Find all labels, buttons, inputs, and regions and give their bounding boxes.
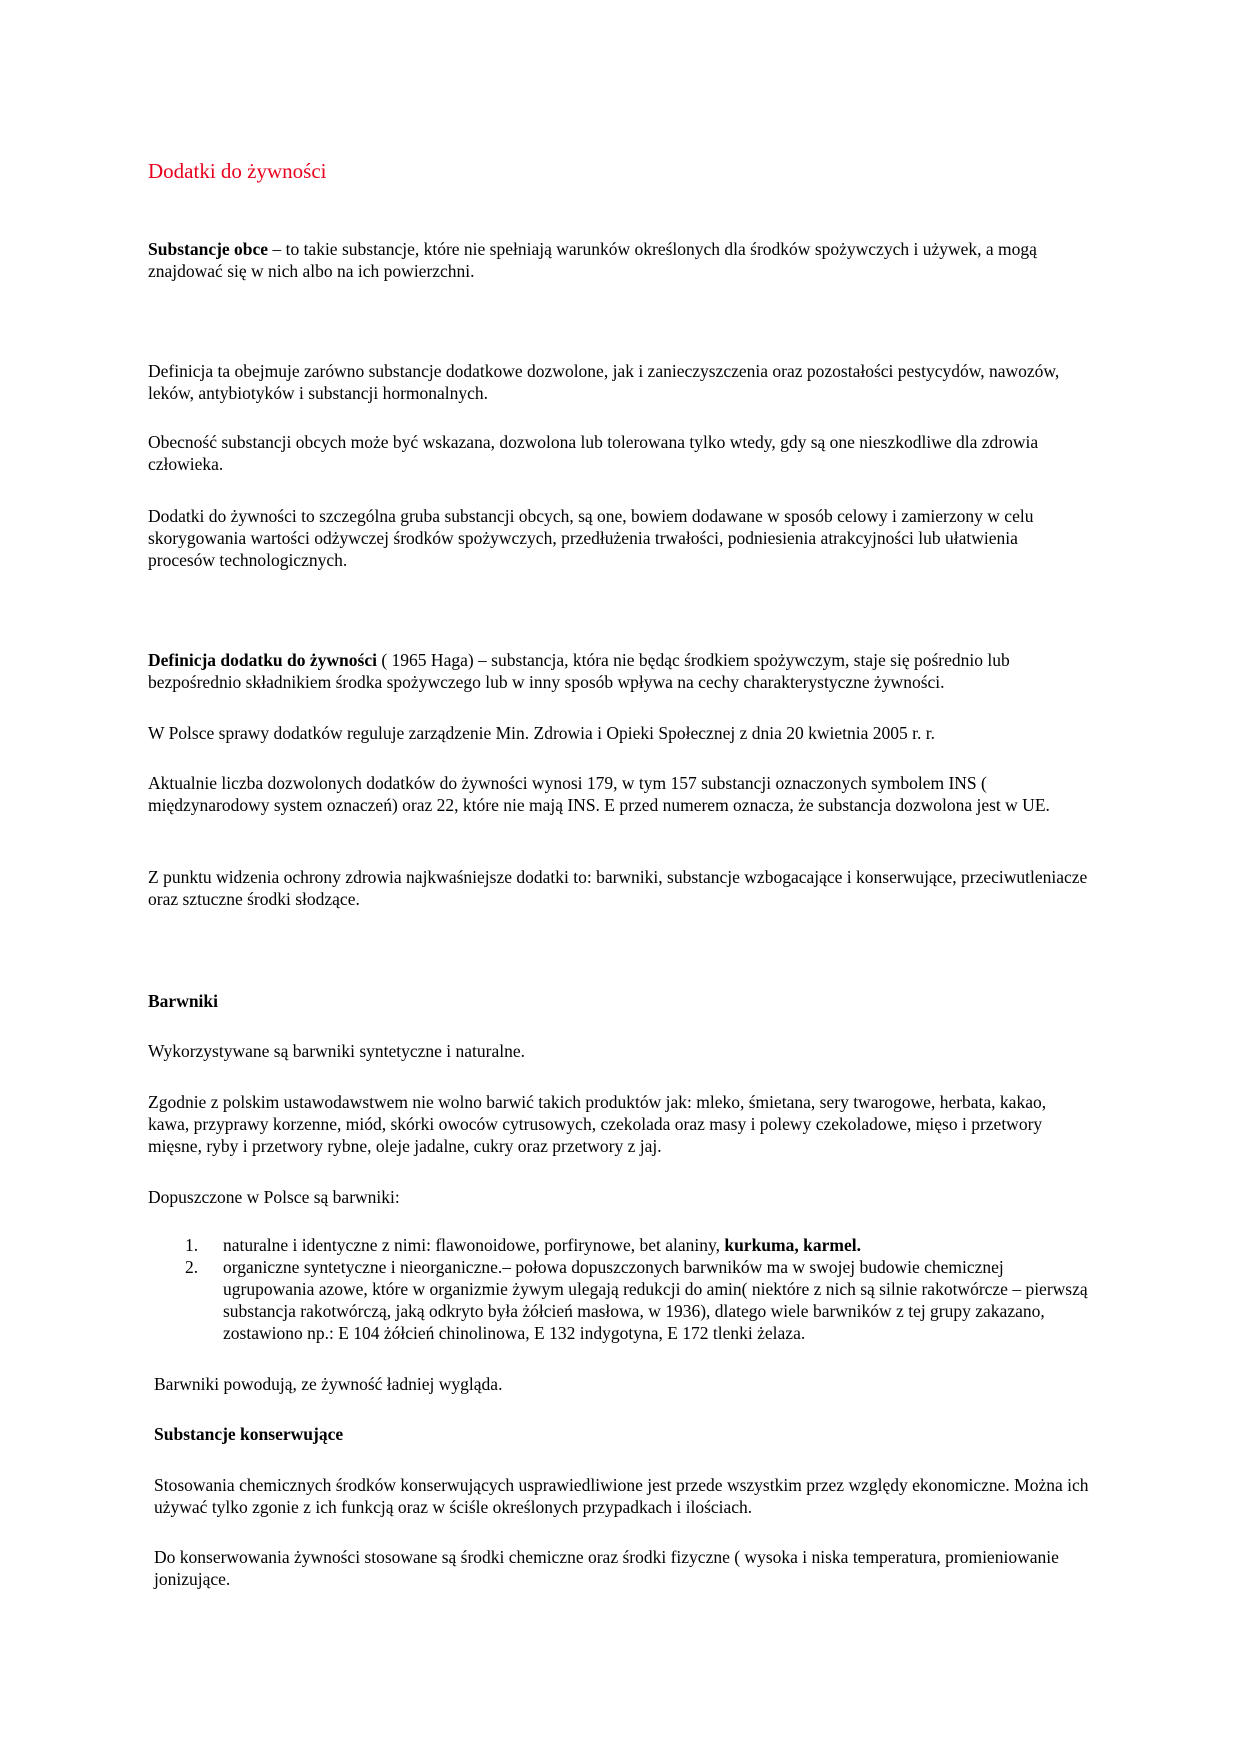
term-definicja-dodatku: Definicja dodatku do żywności [148,650,377,670]
barwniki-list [148,1234,1090,1344]
list-item-number: 1. [185,1235,199,1255]
list-item [148,1234,1090,1256]
paragraph-zgodnie: Zgodnie z polskim ustawodawstwem nie wolno barwić takich produktów jak: mleko, śmietana, sery twarogowe, herbata, kakao, kawa, przyprawy korzenne, miód, skórki owoców cytrusowych, czekolada oraz masy i polewy czekoladowe, mięso i przetwory mięsne, ryby i przetwory rybne, oleje jadalne, cukry oraz przetwory z jaj. [148,1092,1047,1156]
paragraph-definicja-dodatku [148,649,1088,693]
paragraph-do-konserwowania: Do konserwowania żywności stosowane są środki chemiczne oraz środki fizyczne ( wysoka i niska temperatura, promieniowanie jonizujące. [154,1547,1059,1589]
paragraph-wykorzystywane: Wykorzystywane są barwniki syntetyczne i naturalne. [148,1041,526,1061]
list-item-text: naturalne i identyczne z nimi: flawonoidowe, porfirynowe, bet alaniny, [223,1235,725,1255]
paragraph-w-polsce: W Polsce sprawy dodatków reguluje zarządzenie Min. Zdrowia i Opieki Społecznej z dnia 20 kwietnia 2005 r. r. [148,723,935,743]
paragraph-barwniki-powoduja: Barwniki powodują, ze żywność ładniej wygląda. [154,1374,503,1394]
list-item-number: 2. [185,1257,199,1277]
document-title: Dodatki do żywności [148,159,327,183]
term-substancje-obce: Substancje obce [148,239,269,259]
list-item-bold: kurkuma, karmel. [724,1235,861,1255]
paragraph-stosowania: Stosowania chemicznych środków konserwujących usprawiedliwione jest przede wszystkim przez względy ekonomiczne. Można ich używać tylko zgonie z ich funkcją oraz w ściśle określonych przypadkach i ilościach. [154,1475,1089,1517]
paragraph-text: – to takie substancje, które nie spełniają warunków określonych dla środków spożywczych i używek, a mogą znajdować się w nich albo na ich powierzchni. [148,239,1037,281]
list-item [148,1256,1090,1344]
paragraph-dopuszczone: Dopuszczone w Polsce są barwniki: [148,1187,400,1207]
paragraph-z-punktu: Z punktu widzenia ochrony zdrowia najkwaśniejsze dodatki to: barwniki, substancje wzbogacające i konserwujące, przeciwutleniacze oraz sztuczne środki słodzące. [148,867,1088,909]
paragraph-aktualnie: Aktualnie liczba dozwolonych dodatków do żywności wynosi 179, w tym 157 substancji oznaczonych symbolem INS ( międzynarodowy system oznaczeń) oraz 22, które nie mają INS. E przed numerem oznacza, że substancja dozwolona jest w UE. [148,773,1050,815]
list-item-text: organiczne syntetyczne i nieorganiczne.– połowa dopuszczonych barwników ma w swojej budowie chemicznej ugrupowania azowe, które w organizmie żywym ulegają redukcji do amin( niektóre z nich są silnie rakotwórcze – pierwszą substancja rakotwórczą, jaką odkryto była żółcień masłowa, w 1936), dlatego wiele barwników z tej grupy zakazano, zostawiono np.: E 104 żółcień chinolinowa, E 132 indygotyna, E 172 tlenki żelaza. [223,1257,1088,1343]
paragraph-definicja: Definicja ta obejmuje zarówno substancje dodatkowe dozwolone, jak i zanieczyszczenia oraz pozostałości pestycydów, nawozów, leków, antybiotyków i substancji hormonalnych. [148,361,1060,403]
paragraph-substancje-obce [148,238,1088,282]
heading-substancje-konserwujace: Substancje konserwujące [154,1424,344,1444]
paragraph-text: ( 1965 Haga) – substancja, która nie będąc środkiem spożywczym, staje się pośrednio lub bezpośrednio składnikiem środka spożywczego lub w inny sposób wpływa na cechy charakterystyczne żywności. [148,650,1010,692]
heading-barwniki: Barwniki [148,991,219,1011]
paragraph-dodatki: Dodatki do żywności to szczególna gruba substancji obcych, są one, bowiem dodawane w sposób celowy i zamierzony w celu skorygowania wartości odżywczej środków spożywczych, przedłużenia trwałości, podniesienia atrakcyjności lub ułatwienia procesów technologicznych. [148,506,1034,570]
paragraph-obecnosc: Obecność substancji obcych może być wskazana, dozwolona lub tolerowana tylko wtedy, gdy są one nieszkodliwe dla zdrowia człowieka. [148,432,1039,474]
